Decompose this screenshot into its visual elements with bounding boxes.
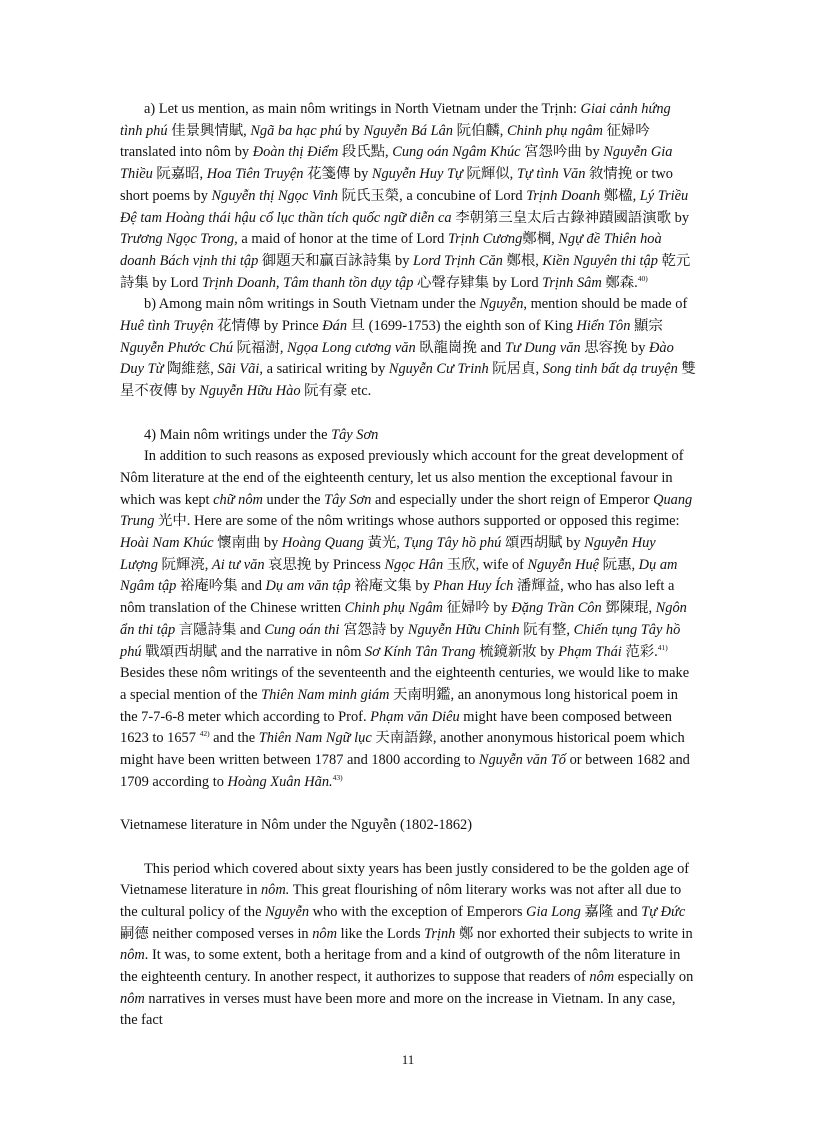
italic-text: Lý Triều Đệ tam Hoàng thái hậu cổ lục thần tích quốc ngữ diễn ca <box>120 187 689 226</box>
text-run: 裕庵吟集 and <box>176 578 266 595</box>
text-run: 鄭棡, <box>522 231 559 248</box>
footnote-ref: 42) <box>199 729 210 739</box>
text-run: 心聲存肄集 by Lord <box>413 274 543 291</box>
text-run: 宮怨詩 by <box>339 621 408 638</box>
italic-text: Đán <box>322 318 348 335</box>
italic-text: Phạm Thái <box>558 643 622 660</box>
text-run: 阮有整, <box>519 621 574 638</box>
text-run: 玉欣, wife of <box>443 556 528 573</box>
italic-text: Huê tình Truyện <box>120 318 214 335</box>
text-run: 阮氏玉榮, a concubine of Lord <box>337 187 527 204</box>
italic-text: Dụ am văn tập <box>265 578 351 595</box>
text-run: a satirical writing by <box>262 361 389 378</box>
text-run: a) Let us mention, as main nôm writings in North Vietnam under the Trịnh: <box>144 101 581 117</box>
text-run: 4) Main nôm writings under the <box>144 426 332 443</box>
paragraph-nguyen-golden-age <box>120 859 696 1033</box>
italic-text: Nguyễn Gia Thiều <box>120 144 673 183</box>
italic-text: Hoài Nam Khúc <box>120 535 214 552</box>
italic-text: Nguyễn <box>265 903 310 920</box>
italic-text: chữ nôm <box>213 491 263 508</box>
italic-text: nôm <box>120 947 145 964</box>
text-run: 天南明鑑, an anonymous long historical poem in the 7-7-6-8 meter which according to Prof. <box>120 686 678 725</box>
italic-text: Chinh phụ Ngâm <box>344 600 443 617</box>
italic-text: Chinh phụ ngâm <box>506 122 603 139</box>
text-run: 阮居貞, <box>488 361 543 378</box>
italic-text: Nguyễn Hữu Chỉnh <box>407 621 520 638</box>
text-run: a maid of honor at the time of Lord <box>237 231 448 248</box>
footnote-ref: 41) <box>657 642 668 652</box>
italic-text: Ngã ba hạc phú <box>250 122 342 139</box>
text-run: 花情傳 by Prince <box>213 318 323 335</box>
italic-text: Sãi Vãi, <box>217 361 263 378</box>
text-run: 光中. Here are some of the nôm writings whose authors supported or opposed this regime: <box>154 513 680 530</box>
italic-text: Cung oán Ngâm Khúc <box>392 144 521 161</box>
italic-text: Phan Huy Ích <box>433 578 514 595</box>
italic-text: Giai cảnh hứng tình phú <box>120 101 671 139</box>
text-run: 顯宗 <box>630 318 663 335</box>
text-run: 懷南曲 by <box>213 535 282 552</box>
italic-text: Gia Long <box>526 903 581 920</box>
italic-text: Nguyễn Huy Tự <box>371 166 463 183</box>
italic-text: Hoa Tiên Truyện <box>206 166 304 183</box>
text-run: 段氏點, <box>338 144 393 161</box>
italic-text: Ai tư văn <box>211 556 265 573</box>
italic-text: Lord Trịnh Căn <box>413 252 503 269</box>
italic-text: Ngự đề Thiên hoà doanh Bách vịnh thi tập <box>120 231 662 269</box>
text-run: 花箋傳 by <box>303 166 372 183</box>
footnote-ref: 43) <box>332 772 343 782</box>
text-run: 宮怨吟曲 by <box>520 144 604 161</box>
text-run: 潘輝益, who has also left a nôm translation of the Chinese written <box>120 578 675 617</box>
italic-text: Nguyễn Hữu Hào <box>199 383 301 400</box>
text-run: 阮輝似, <box>462 166 517 183</box>
italic-text: Sơ Kính Tân Trang <box>365 643 476 660</box>
text-run: . It was, to some extent, both a heritage from and a kind of outgrowth of the nôm literature in the eighteenth century. In another respect, it authorizes to suppose that readers of <box>120 947 681 986</box>
text-run: 嗣德 neither composed verses in <box>120 925 313 942</box>
italic-text: nôm <box>312 925 338 942</box>
italic-text: nôm <box>120 990 145 1007</box>
italic-text: Ngọc Hân <box>384 556 444 573</box>
italic-text: Hoàng Quang <box>281 535 364 552</box>
text-run: 阮嘉昭, <box>152 166 207 183</box>
text-run: 梳鏡新妝 by <box>475 643 559 660</box>
text-run: and the <box>209 730 259 747</box>
text-run: 阮福澍, <box>233 339 288 356</box>
spacer <box>120 403 696 425</box>
text-run: In addition to such reasons as exposed previously which account for the great development of Nôm literature at the end of the eighteenth century, let us also mention the exceptional favour in which was kept <box>120 448 684 508</box>
text-run: 思容挽 by <box>580 339 649 356</box>
italic-text: Đào Duy Từ <box>120 339 674 378</box>
text-run: 旦 (1699-1753) the eighth son of King <box>347 318 577 335</box>
text-run: under the <box>262 491 325 508</box>
italic-text: Nguyễn Phước Chú <box>120 339 234 356</box>
italic-text: Tây Sơn <box>331 426 379 443</box>
italic-text: Nguyễn Huy Lượng <box>120 535 656 573</box>
text-run: narratives in verses must have been more and more on the increase in Vietnam. In any case, the fact <box>120 990 676 1029</box>
text-run: This great flourishing of nôm literary works was not after all due to the cultural policy of the <box>120 882 682 920</box>
italic-text: nôm. <box>260 882 290 899</box>
text-run: 征婦吟 translated into nôm by <box>120 122 650 161</box>
page-number: 11 <box>401 1052 415 1067</box>
italic-text: Tụng Tây hồ phú <box>403 535 502 552</box>
italic-text: Song tinh bất dạ truyện <box>542 361 678 378</box>
section-heading-tay-son <box>120 425 696 447</box>
text-run: 鄧陳琨, <box>601 600 656 617</box>
paragraph-tay-son <box>120 446 696 793</box>
italic-text: Cung oán thi <box>264 621 340 638</box>
italic-text: Ngôn ẩn thi tập <box>120 600 687 638</box>
text-run: Vietnamese literature in Nôm under the Nguyễn (1802-1862) <box>120 817 473 834</box>
italic-text: Dụ am Ngâm tập <box>120 556 678 595</box>
italic-text: Tư Dung văn <box>504 339 581 356</box>
spacer <box>120 793 696 815</box>
text-run: 言隱詩集 and <box>175 621 265 638</box>
text-run: 御題天和贏百詠詩集 by <box>258 252 413 269</box>
italic-text: Hoàng Xuân Hãn. <box>227 773 333 790</box>
italic-text: Đặng Trần Côn <box>511 600 602 617</box>
text-run: b) Among main nôm writings in South Vietnam under the <box>144 296 480 313</box>
text-run: 鄭森. <box>601 274 638 291</box>
italic-text: Trịnh Sâm <box>542 274 602 291</box>
text-run: 戰頌西胡賦 and the narrative in nôm <box>141 643 366 660</box>
italic-text: Tự tình Văn <box>516 166 586 183</box>
italic-text: Trương Ngọc Trong, <box>120 231 238 248</box>
spacer <box>120 837 696 859</box>
text-run: , mention should be made of <box>523 296 688 313</box>
italic-text: Đoàn thị Điểm <box>252 144 339 161</box>
text-run: 哀思挽 by Princess <box>264 556 385 573</box>
footnote-ref: 40) <box>637 273 648 283</box>
text-run: 雙星不夜傳 by <box>120 361 696 400</box>
text-run: 阮有豪 etc. <box>300 383 372 400</box>
italic-text: Nguyễn <box>479 296 524 313</box>
text-run: 佳景興情賦, <box>167 122 251 139</box>
italic-text: Nguyễn Huệ <box>527 556 600 573</box>
text-run: by <box>341 122 364 139</box>
text-run: 乾元詩集 by Lord <box>120 252 691 291</box>
document-body <box>120 99 696 1032</box>
text-run: 鄭楹, <box>600 187 640 204</box>
text-run: 鄭根, <box>502 252 543 269</box>
text-run: 裕庵文集 by <box>350 578 434 595</box>
italic-text: Chiến tụng Tây hồ phú <box>120 621 681 660</box>
italic-text: Kiền Nguyên thi tập <box>542 252 658 269</box>
italic-text: Nguyễn văn Tố <box>478 752 566 769</box>
italic-text: Trịnh Doanh <box>526 187 601 204</box>
text-run: 陶維慈, <box>163 361 218 378</box>
text-run: 阮伯麟, <box>453 122 507 139</box>
text-run: and especially under the short reign of Emperor <box>371 491 654 508</box>
text-run: like the Lords <box>337 925 425 942</box>
italic-text: Thiên Nam Ngữ lục <box>258 730 372 747</box>
italic-text: Ngọa Long cương văn <box>287 339 416 356</box>
text-run: or between 1682 and 1709 according to <box>120 752 690 790</box>
italic-text: Thiên Nam minh giám <box>261 686 390 703</box>
text-run: 臥龍崗挽 and <box>415 339 505 356</box>
italic-text: Trịnh Cương <box>447 231 523 248</box>
text-run: 征婦吟 by <box>442 600 512 617</box>
italic-text: nôm <box>589 969 615 986</box>
italic-text: Trịnh <box>424 925 456 942</box>
italic-text: Nguyễn thị Ngọc Vinh <box>211 187 338 204</box>
italic-text: Tây Sơn <box>324 491 372 508</box>
text-run: 頌西胡賦 by <box>501 535 585 552</box>
text-run: This period which covered about sixty years has been justly considered to be the golden age of Vietnamese literature in <box>120 860 690 899</box>
text-run: 范彩. <box>621 643 658 660</box>
text-run: 李朝第三皇太后古錄神蹟國語演歌 by <box>451 209 690 226</box>
text-run: 天南語錄, another anonymous historical poem which might have been written between 1787 and 1800 according to <box>120 730 685 769</box>
italic-text: Tự Đức <box>641 903 686 920</box>
italic-text: Nguyễn Cư Trinh <box>388 361 489 378</box>
section-heading-nguyen <box>120 815 696 837</box>
italic-text: Hiển Tôn <box>576 318 631 335</box>
italic-text: Quang Trung <box>120 491 693 530</box>
text-run: 嘉隆 and <box>580 903 642 920</box>
text-run: 黃光, <box>363 535 404 552</box>
text-run: especially on <box>614 969 694 986</box>
text-run: 阮輝湸, <box>157 556 212 573</box>
paragraph-north-vietnam <box>120 99 696 294</box>
italic-text: Trịnh Doanh, Tâm thanh tồn dụy tập <box>201 274 414 291</box>
text-run: might have been composed between 1623 to 1657 <box>120 708 672 747</box>
text-run: 阮惠, <box>599 556 639 573</box>
italic-text: Phạm văn Diêu <box>370 708 460 725</box>
italic-text: Nguyễn Bá Lân <box>363 122 454 139</box>
paragraph-south-vietnam <box>120 294 696 403</box>
text-run: 敘情挽 or two short poems by <box>120 166 673 204</box>
text-run: Besides these nôm writings of the seventeenth and the eighteenth centuries, we would like to make a special mention of the <box>120 665 690 703</box>
text-run: 鄭 nor exhorted their subjects to write in <box>455 925 693 942</box>
text-run: who with the exception of Emperors <box>309 903 527 920</box>
